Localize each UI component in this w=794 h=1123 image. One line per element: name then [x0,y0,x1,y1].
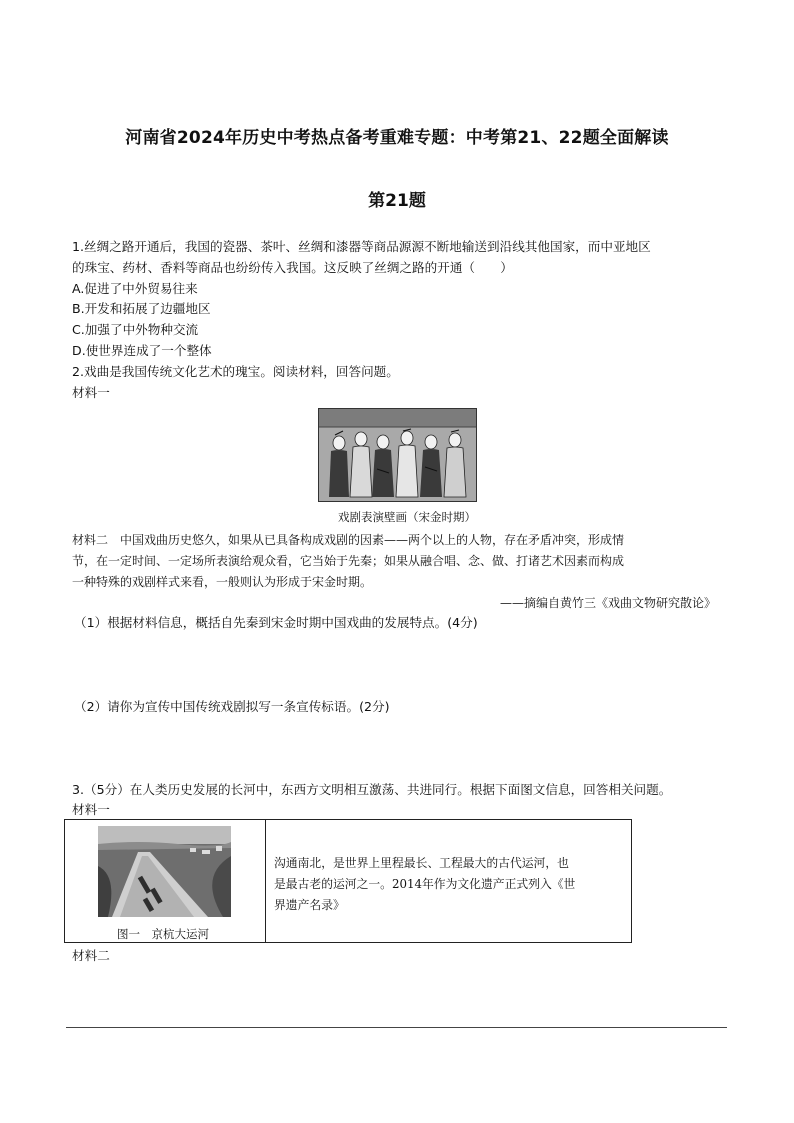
opera-mural-image [318,408,477,502]
q3-material2-label: 材料二 [72,948,110,963]
q2-material2-line-2: 节，在一定时间、一定场所表演给观众看，它当始于先秦；如果从融合唱、念、做、打诸艺术因素而构成 [72,554,625,568]
q3-stem: 3.（5分）在人类历史发展的长河中，东西方文明相互激荡、共进同行。根据下面图文信息，回答相关问题。 [72,782,672,797]
q1-option-d: D.使世界连成了一个整体 [72,343,212,358]
grand-canal-caption: 图一 京杭大运河 [117,927,209,941]
grand-canal-text-line-2: 是最古老的运河之一。2014年作为文化遗产正式列入《世 [274,877,576,891]
opera-mural-caption: 戏剧表演壁画（宋金时期） [338,510,476,524]
section-title: 第21题 [368,191,426,211]
q2-material2-line-3: 一种特殊的戏剧样式来看，一般则认为形成于宋金时期。 [72,575,373,589]
grand-canal-text-line-3: 界遗产名录》 [274,898,345,912]
q1-option-c: C.加强了中外物种交流 [72,322,199,337]
q2-material1-label: 材料一 [72,385,110,400]
q2-stem: 2.戏曲是我国传统文化艺术的瑰宝。阅读材料，回答问题。 [72,364,399,379]
q2-sub-question-1: （1）根据材料信息，概括自先秦到宋金时期中国戏曲的发展特点。(4分) [74,615,478,630]
table-divider [265,820,266,942]
q1-option-b: B.开发和拓展了边疆地区 [72,301,211,316]
footer-rule [66,1027,727,1028]
q3-material1-table [64,819,632,943]
grand-canal-image [98,826,231,917]
q2-sub-question-2: （2）请你为宣传中国传统戏剧拟写一条宣传标语。(2分) [74,699,390,714]
q1-stem-line-1: 1.丝绸之路开通后，我国的瓷器、茶叶、丝绸和漆器等商品源源不断地输送到沿线其他国家，而中亚地区 [72,239,651,254]
grand-canal-text-line-1: 沟通南北，是世界上里程最长、工程最大的古代运河，也 [274,856,569,870]
grand-canal-drawing [98,826,231,917]
grand-canal-description [274,853,624,916]
page-title: 河南省2024年历史中考热点备考重难专题：中考第21、22题全面解读 [125,128,669,148]
q3-material1-label: 材料一 [72,802,110,817]
q1-stem-line-2: 的珠宝、药材、香料等商品也纷纷传入我国。这反映了丝绸之路的开通（ ） [72,260,513,275]
q1-option-a: A.促进了中外贸易往来 [72,281,198,296]
q2-material2-line-1: 材料二 中国戏曲历史悠久，如果从已具备构成戏剧的因素——两个以上的人物，存在矛盾冲突，形成情 [72,533,625,547]
q2-source: ——摘编自黄竹三《戏曲文物研究散论》 [499,596,716,610]
opera-mural-drawing [319,409,476,501]
